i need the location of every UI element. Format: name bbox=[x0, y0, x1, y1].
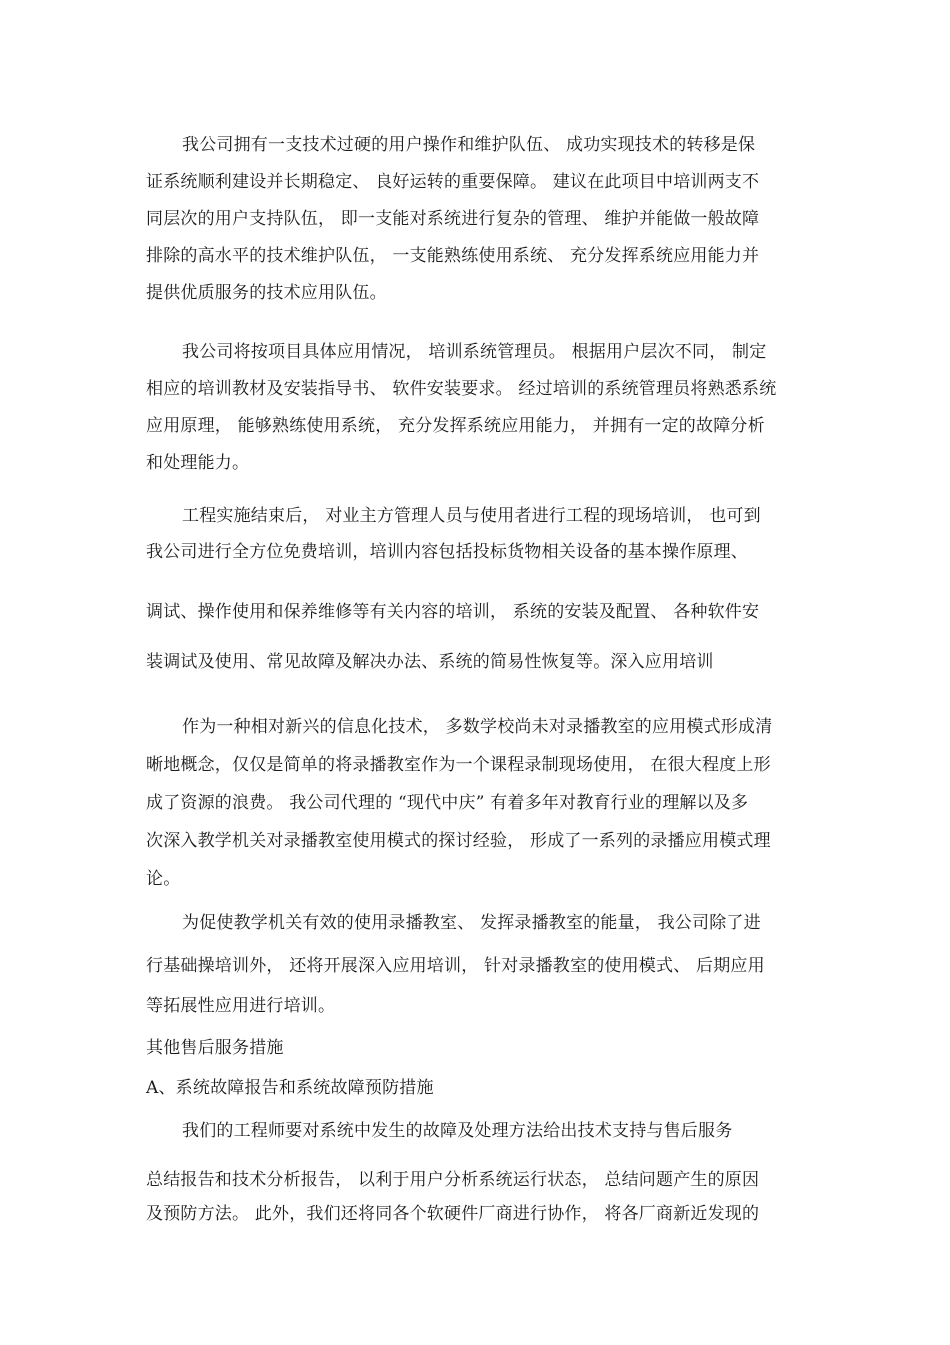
paragraph-line: 提供优质服务的技术应用队伍。 bbox=[146, 283, 387, 303]
paragraph-line: 装调试及使用、常见故障及解决办法、系统的简易性恢复等。深入应用培训 bbox=[146, 652, 714, 672]
paragraph-line: 论。 bbox=[146, 869, 181, 889]
paragraph-line: 和处理能力。 bbox=[146, 453, 250, 473]
paragraph-line: 工程实施结束后， 对业主方管理人员与使用者进行工程的现场培训， 也可到 bbox=[182, 506, 761, 526]
paragraph-line: 成了资源的浪费。 我公司代理的 “现代中庆” 有着多年对教育行业的理解以及多 bbox=[146, 793, 749, 813]
paragraph-line: 调试、操作使用和保养维修等有关内容的培训， 系统的安装及配置、 各种软件安 bbox=[146, 602, 760, 622]
paragraph-line: 应用原理， 能够熟练使用系统， 充分发挥系统应用能力， 并拥有一定的故障分析 bbox=[146, 416, 765, 436]
paragraph-line: 等拓展性应用进行培训。 bbox=[146, 996, 336, 1016]
paragraph-line: 我公司拥有一支技术过硬的用户操作和维护队伍、 成功实现技术的转移是保 bbox=[182, 135, 756, 155]
paragraph-line: 排除的高水平的技术维护队伍， 一支能熟练使用系统、 充分发挥系统应用能力并 bbox=[146, 246, 760, 266]
paragraph-line: 作为一种相对新兴的信息化技术， 多数学校尚未对录播教室的应用模式形成清 bbox=[182, 717, 773, 737]
paragraph-line: 为促使教学机关有效的使用录播教室、 发挥录播教室的能量， 我公司除了进 bbox=[182, 913, 761, 933]
paragraph-line: 同层次的用户支持队伍， 即一支能对系统进行复杂的管理、 维护并能做一般故障 bbox=[146, 209, 760, 229]
section-heading: 其他售后服务措施 bbox=[146, 1038, 284, 1058]
paragraph-line: 相应的培训教材及安装指导书、 软件安装要求。 经过培训的系统管理员将熟悉系统 bbox=[146, 379, 777, 399]
paragraph-line: 次深入教学机关对录播教室使用模式的探讨经验， 形成了一系列的录播应用模式理 bbox=[146, 831, 771, 851]
paragraph-line: 总结报告和技术分析报告， 以利于用户分析系统运行状态， 总结问题产生的原因 bbox=[146, 1170, 760, 1190]
paragraph-line: 及预防方法。 此外，我们还将同各个软硬件厂商进行协作， 将各厂商新近发现的 bbox=[146, 1204, 760, 1224]
paragraph-line: 证系统顺利建设并长期稳定、 良好运转的重要保障。 建议在此项目中培训两支不 bbox=[146, 172, 760, 192]
paragraph-line: 晰地概念，仅仅是简单的将录播教室作为一个课程录制现场使用， 在很大程度上形 bbox=[146, 755, 771, 775]
paragraph-line: 我公司将按项目具体应用情况， 培训系统管理员。 根据用户层次不同， 制定 bbox=[182, 342, 767, 362]
paragraph-line: 我们的工程师要对系统中发生的故障及处理方法给出技术支持与售后服务 bbox=[182, 1121, 733, 1141]
paragraph-line: 行基础操培训外， 还将开展深入应用培训， 针对录播教室的使用模式、 后期应用 bbox=[146, 956, 765, 976]
paragraph-line: 我公司进行全方位免费培训，培训内容包括投标货物相关设备的基本操作原理、 bbox=[146, 542, 748, 562]
subsection-heading: A、系统故障报告和系统故障预防措施 bbox=[146, 1078, 434, 1098]
